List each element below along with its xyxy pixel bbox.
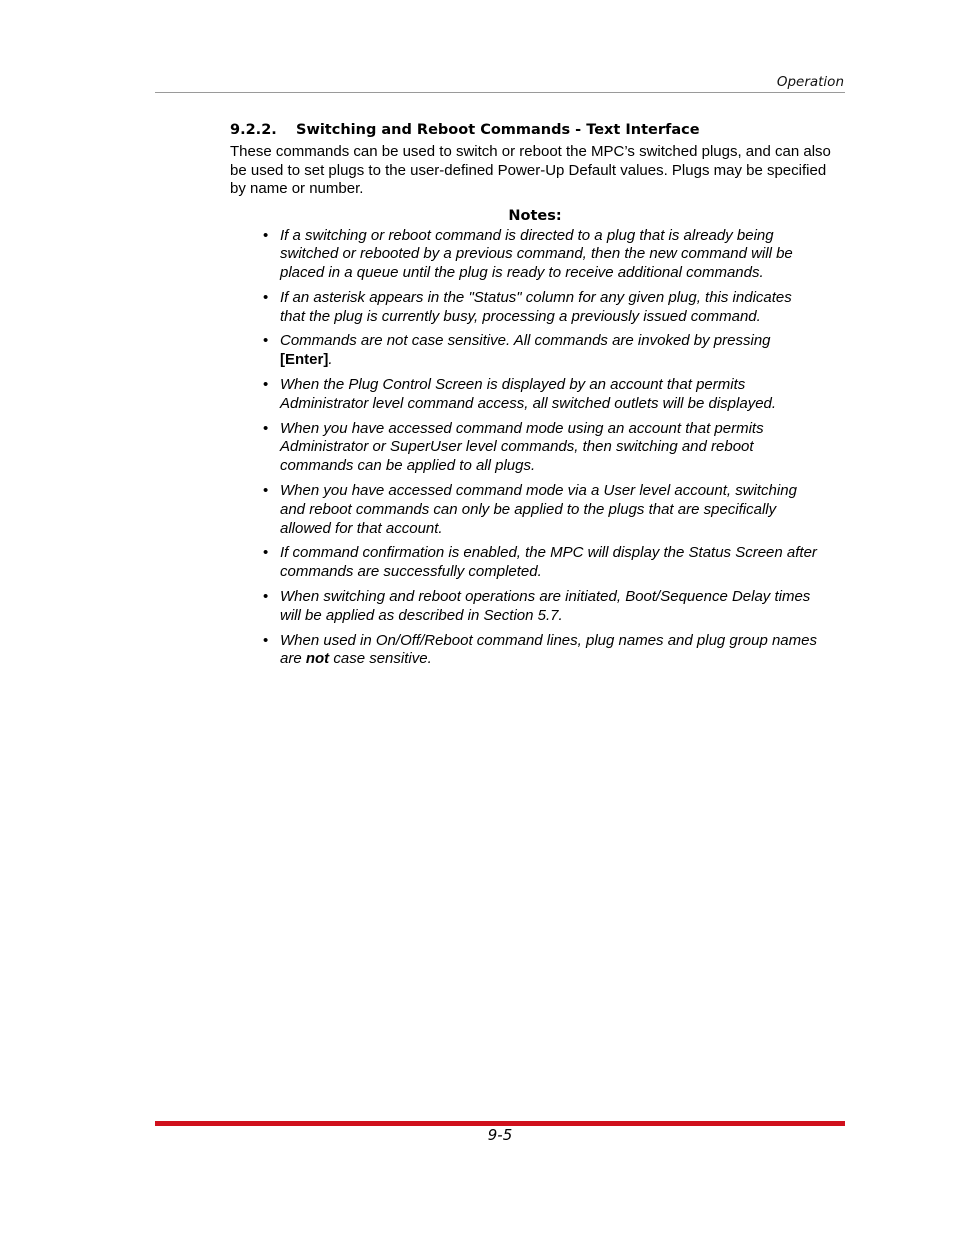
note-text: When you have accessed command mode via a User level account, switching and reboot commands can only be applied to the plugs that are specifically allowed for that account. xyxy=(280,482,797,537)
bullet-icon: • xyxy=(263,588,269,606)
bullet-icon: • xyxy=(263,376,269,394)
bullet-icon: • xyxy=(263,631,269,649)
notes-list xyxy=(230,227,820,670)
header-divider xyxy=(155,92,845,93)
section-heading xyxy=(230,122,840,138)
enter-key-label: [Enter] xyxy=(280,351,329,369)
note-item xyxy=(263,419,820,476)
note-item xyxy=(263,226,820,283)
note-text: If command confirmation is enabled, the MPC will display the Status Screen after commands are successfully completed. xyxy=(280,544,817,581)
notes-title: Notes: xyxy=(508,207,562,224)
section-title: Switching and Reboot Commands - Text Interface xyxy=(296,122,700,138)
note-item xyxy=(263,544,820,582)
note-text: When you have accessed command mode using an account that permits Administrator or SuperUser level commands, then switching and reboot commands can be applied to all plugs. xyxy=(280,419,764,475)
running-header: Operation xyxy=(776,74,844,90)
note-text: If an asterisk appears in the "Status" column for any given plug, this indicates that the plug is currently busy, processing a previously issued command. xyxy=(280,288,792,325)
bullet-icon: • xyxy=(263,226,269,244)
note-item xyxy=(263,332,820,370)
note-text: When used in On/Off/Reboot command lines, plug names and plug group names are xyxy=(280,631,817,668)
note-item xyxy=(263,482,820,538)
page-number: 9-5 xyxy=(487,1126,513,1144)
note-text-end: case sensitive. xyxy=(329,650,432,668)
note-item xyxy=(263,631,820,670)
note-text-end: . xyxy=(328,351,333,369)
note-text: When the Plug Control Screen is displayed by an account that permits Administrator level command access, all switched outlets will be displayed. xyxy=(280,376,777,412)
bullet-icon: • xyxy=(263,332,269,350)
emphasis-not: not xyxy=(305,650,330,668)
section-number: 9.2.2. xyxy=(230,122,277,138)
bullet-icon: • xyxy=(263,288,269,306)
note-text: When switching and reboot operations are initiated, Boot/Sequence Delay times will be applied as described in Section 5.7. xyxy=(280,588,811,624)
section-intro: These commands can be used to switch or reboot the MPC’s switched plugs, and can also be used to set plugs to the user-defined Power-Up Default values. Plugs may be specified by name or number. xyxy=(230,143,831,197)
bullet-icon: • xyxy=(263,482,269,500)
bullet-icon: • xyxy=(263,544,269,562)
note-item xyxy=(263,588,820,626)
note-text: Commands are not case sensitive. All commands are invoked by pressing xyxy=(280,332,771,350)
note-text: If a switching or reboot command is directed to a plug that is already being switched or rebooted by a previous command, then the new command will be placed in a queue until the plug is ready to receive additional commands. xyxy=(280,226,793,282)
note-item xyxy=(263,376,820,414)
section-9-2-2 xyxy=(230,122,840,675)
note-item xyxy=(263,288,820,327)
bullet-icon: • xyxy=(263,419,269,437)
